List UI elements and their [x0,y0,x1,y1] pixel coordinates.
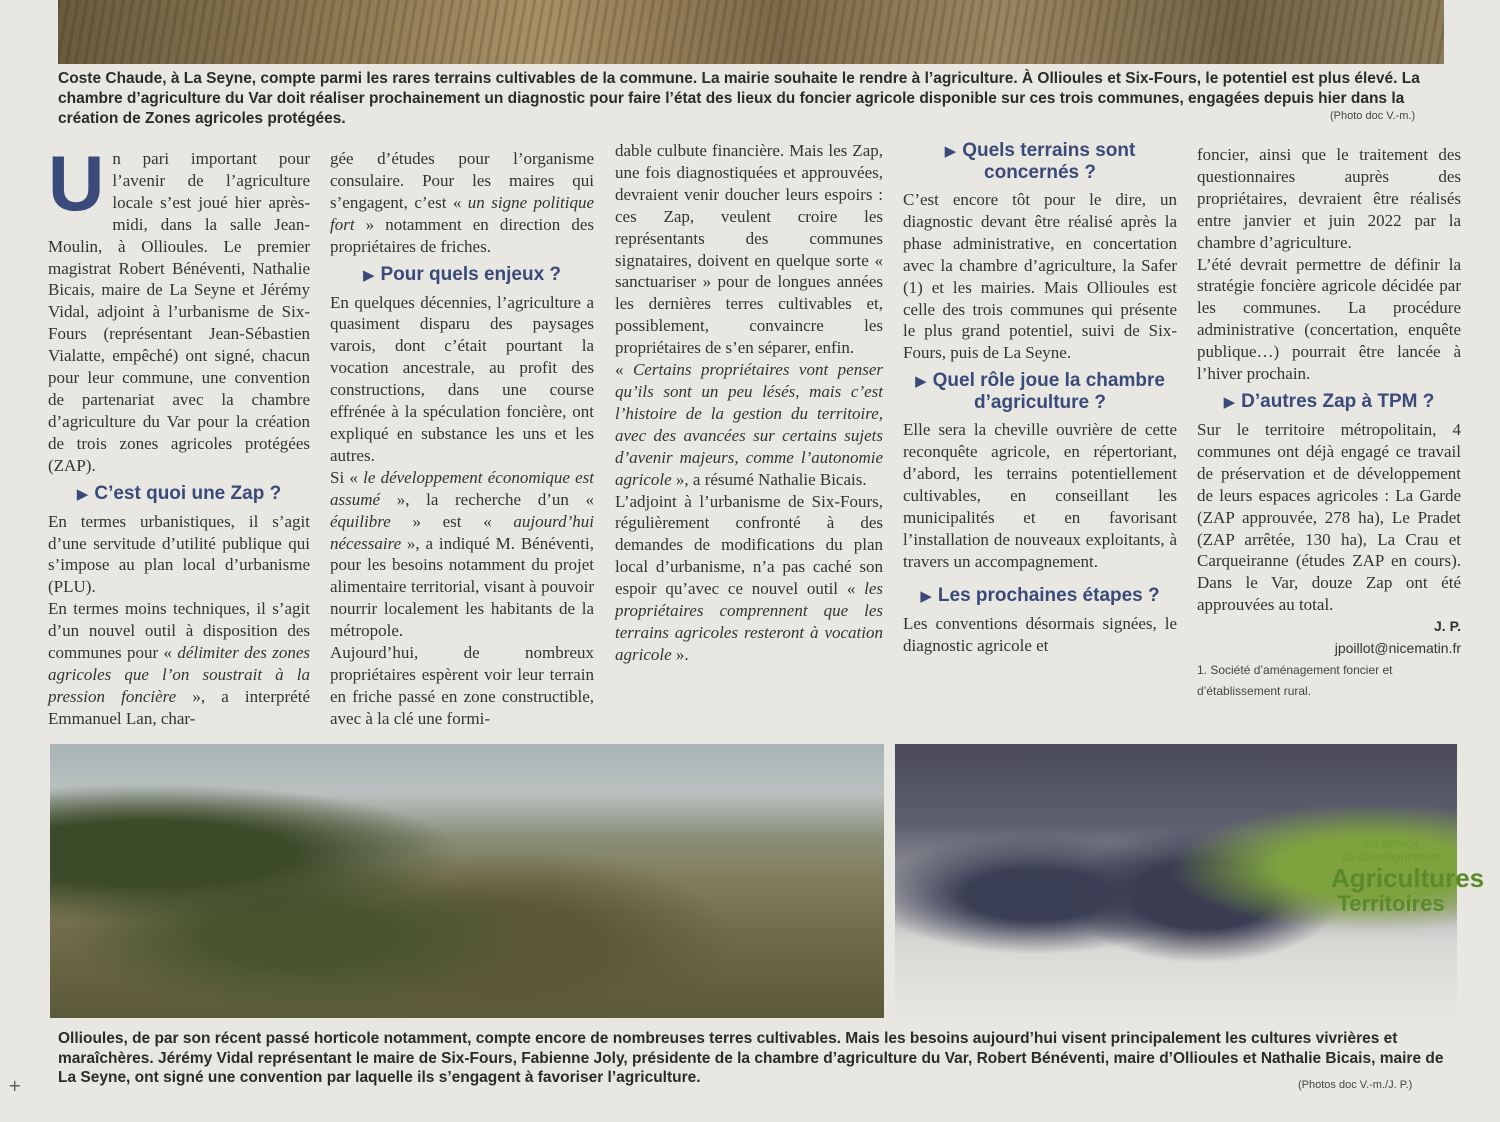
paragraph: Aujourd’hui, de nombreux propriétaires espèrent voir leur terrain en friche passé en zone constructible, avec à la clé une formi- [330,643,594,728]
heading-prochaines-etapes: ▶ Les prochaines étapes ? [920,584,1160,606]
photo-ollioules-landscape [50,744,884,1018]
paragraph: dable culbute financière. Mais les Zap, une fois diagnostiquées et approuvées, devraient venir doucher leurs espoirs : ces Zap, veulent croire les représentants des communes signataires, doivent en quelque sorte « sanctuariser » pour de longues années les dernières terres cultivables et, possiblement, convaincre les propriétaires de s’en séparer, enfin. [615,141,883,358]
article-column-1 [48,139,310,730]
paragraph: Les conventions désormais signées, le diagnostic agricole et [903,613,1177,655]
paragraph: Sur le territoire métropolitain, 4 communes ont déjà engagé ce travail de préservation et de développement de leurs espaces agricoles : La Garde (ZAP approuvée, 278 ha), Le Pradet (ZAP arrêtée, 130 ha), La Crau et Carqueiranne (études ZAP en cours). Dans le Var, douze Zap ont été approuvées au total. [1197,419,1461,615]
paragraph: foncier, ainsi que le traitement des questionnaires auprès des propriétaires, devraient être réalisés entre janvier et juin 2022 par la chambre d’agriculture. [1197,145,1461,252]
heading-quel-role-chambre: ▶ Quel rôle joue la chambre d’agriculture ? [915,370,1165,414]
paragraph: Elle sera la cheville ouvrière de cette reconquête agricole, en répertoriant, d’abord, les terrains potentiellement cultivables, en conseillant les municipalités et en favorisant l’installation de nouveaux exploitants, à travers un accompagnement. [903,420,1177,571]
author-email: jpoillot@nicematin.fr [1334,640,1461,657]
article-column-5 [1197,144,1461,702]
heading-arrow-icon: ▶ [915,373,927,391]
paragraph: L’été devrait permettre de définir la stratégie foncière agricole décidée par les communes. La procédure administrative (concertation, enquête publique…) pourrait être lancée à l’hiver prochain. [1197,254,1461,384]
chamber-banner: Au service du développement Agricultures Territoires [1331,836,1485,916]
heading-arrow-icon: ▶ [920,587,932,605]
article-column-2 [330,148,594,730]
top-photo-credit: (Photo doc V.-m.) [1330,110,1416,122]
heading-cest-quoi-une-zap: ▶ C’est quoi une Zap ? [76,482,282,504]
drop-cap: U [48,139,105,227]
paragraph: En quelques décennies, l’agriculture a quasiment disparu des paysages varois, dont c’était pourtant la vocation ancestrale, au profit des constructions, dans une course effrénée à la spéculation foncière, ont expliqué en substance les uns et les autres. [330,292,594,465]
paragraph: L’adjoint à l’urbanisme de Six-Fours, régulièrement confronté à des demandes de modifications du plan local d’urbanisme, n’a pas caché son espoir qu’avec ce nouvel outil « les propriétaires comprennent que les terrains agricoles resteront à vocation agricole ». [615,491,884,664]
paragraph: C’est encore tôt pour le dire, un diagnostic devant être réalisé après la phase administrative, en concertation avec la chambre d’agriculture, la Safer (1) et les mairies. Mais Ollioules est celle des trois communes qui présente le plus grand potentiel, suivi de Six-Fours, puis de La Seyne. [903,190,1177,363]
paragraph: En termes urbanistiques, il s’agit d’une servitude d’utilité publique qui s’impose au plan local d’urbanisme (PLU). [48,511,310,597]
paragraph: « Certains propriétaires vont penser qu’ils sont un peu lésés, mais c’est l’histoire de la gestion du territoire, avec des avancées sur certains sujets d’avenir majeurs, comme l’autonomie agricole », a résumé Nathalie Bicais. [615,360,883,489]
heading-arrow-icon: ▶ [944,143,957,160]
top-photo-coste-chaude [58,0,1444,64]
photo-convention-signing [895,744,1485,1018]
heading-arrow-icon: ▶ [1223,393,1236,411]
heading-arrow-icon: ▶ [76,485,89,503]
top-photo-caption: Coste Chaude, à La Seyne, compte parmi les rares terrains cultivables de la commune. La mairie souhaite le rendre à l’agriculture. À Ollioules et Six-Fours, le potentiel est plus élevé. La chambre d’agriculture du Var doit réaliser prochainement un diagnostic pour faire l’état des lieux du foncier agricole disponible sur ces trois communes, engagées depuis hier dans la création de Zones agricoles protégées. [58,70,1420,127]
heading-autres-zap-tpm: ▶ D’autres Zap à TPM ? [1223,390,1435,412]
article-intro: n pari important pour l’avenir de l’agriculture locale s’est joué hier après-midi, dans la salle Jean-Moulin, à Ollioules. Le premier magistrat Robert Bénéventi, Nathalie Bicais, maire de La Seyne et Jérémy Vidal, adjoint à l’urbanisme de Six-Fours (représentant Jean-Sébastien Vialatte, empêché) ont signé, chacun pour leur commune, une convention de partenariat avec la chambre d’agriculture du Var pour la création de trois zones agricoles protégées (ZAP). [48,149,310,475]
article-column-3 [615,140,883,666]
footnote: 1. Société d’aménagement foncier et d’établissement rural. [1197,662,1393,698]
paragraph: En termes moins techniques, il s’agit d’un nouvel outil à disposition des communes pour « délimiter des zones agricoles que l’on soustrait à la pression foncière », a interprété Emmanuel Lan, char- [48,599,310,728]
heading-arrow-icon: ▶ [362,266,375,284]
heading-pour-quels-enjeux: ▶ Pour quels enjeux ? [362,263,562,285]
crop-mark-icon: + [8,1076,22,1095]
paragraph: gée d’études pour l’organisme consulaire. Pour les maires qui s’engagent, c’est « un signe politique fort » notamment en direction des propriétaires de friches. [330,149,594,256]
bottom-photo-caption: Ollioules, de par son récent passé horticole notamment, compte encore de nombreuses terres cultivables. Mais les besoins aujourd’hui visent principalement les cultures vivrières et maraîchères. Jérémy Vidal représentant le maire de Six-Fours, Fabienne Joly, présidente de la chambre d’agriculture du Var, Robert Bénéventi, maire d’Ollioules et Nathalie Bicais, maire de La Seyne, ont signé une convention par laquelle ils s’engagent à favoriser l’agriculture. [58,1030,1444,1086]
article-column-4 [903,140,1177,656]
author-initials: J. P. [1434,618,1461,635]
heading-quels-terrains: ▶ Quels terrains sont concernés ? [944,140,1136,183]
paragraph: Si « le développement économique est assumé », la recherche d’un « équilibre » est « aujourd’hui nécessaire », a indiqué M. Bénéventi, pour les besoins notamment du projet alimentaire territorial, visant à pouvoir nourrir localement les habitants de la métropole. [330,467,595,641]
bottom-photo-credit: (Photos doc V.-m./J. P.) [1298,1079,1413,1091]
